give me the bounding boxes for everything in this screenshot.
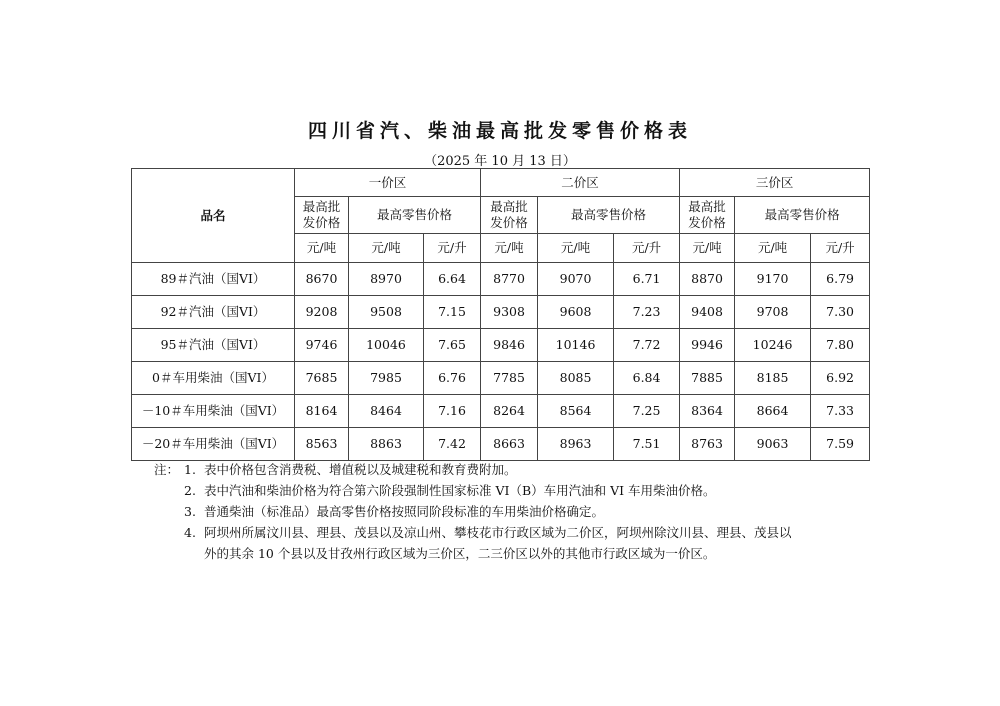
price-cell: 7.30 <box>811 296 870 329</box>
price-cell: 9946 <box>680 329 735 362</box>
price-cell: 6.71 <box>614 263 680 296</box>
price-cell: 9846 <box>481 329 538 362</box>
price-cell: 6.92 <box>811 362 870 395</box>
retail-header: 最高零售价格 <box>538 197 680 234</box>
note-number: 2. <box>184 483 196 498</box>
page-title: 四川省汽、柴油最高批发零售价格表 <box>307 120 692 142</box>
zone-header-3: 三价区 <box>680 169 870 197</box>
price-cell: 9208 <box>295 296 349 329</box>
note-text: 表中汽油和柴油价格为符合第六阶段强制性国家标准 VI（B）车用汽油和 VI 车用柴油价格。 <box>204 483 716 498</box>
price-cell: 10246 <box>735 329 811 362</box>
unit-ton: 元/吨 <box>349 234 424 263</box>
product-name: 95＃汽油（国VI） <box>132 329 295 362</box>
price-cell: 7.23 <box>614 296 680 329</box>
price-cell: 8564 <box>538 395 614 428</box>
price-cell: 8563 <box>295 428 349 461</box>
price-cell: 7.51 <box>614 428 680 461</box>
price-cell: 8085 <box>538 362 614 395</box>
table-row <box>132 362 870 395</box>
price-cell: 8664 <box>735 395 811 428</box>
date-line: （2025 年 10 月 13 日） <box>424 154 576 169</box>
table-row <box>132 296 870 329</box>
price-cell: 9746 <box>295 329 349 362</box>
unit-liter: 元/升 <box>614 234 680 263</box>
price-cell: 9170 <box>735 263 811 296</box>
price-cell: 7.15 <box>424 296 481 329</box>
note-item <box>154 522 874 543</box>
retail-header: 最高零售价格 <box>349 197 481 234</box>
price-cell: 7785 <box>481 362 538 395</box>
price-cell: 8770 <box>481 263 538 296</box>
price-cell: 8264 <box>481 395 538 428</box>
price-cell: 7.59 <box>811 428 870 461</box>
note-item <box>154 501 874 522</box>
product-header: 品名 <box>132 169 295 263</box>
unit-ton: 元/吨 <box>538 234 614 263</box>
price-cell: 7.42 <box>424 428 481 461</box>
note-number: 4. <box>184 525 196 540</box>
price-cell: 6.76 <box>424 362 481 395</box>
note-prefix: 注： <box>154 462 180 477</box>
price-cell: 8670 <box>295 263 349 296</box>
product-name: 92＃汽油（国VI） <box>132 296 295 329</box>
price-cell: 8663 <box>481 428 538 461</box>
product-name: －20＃车用柴油（国VI） <box>132 428 295 461</box>
price-cell: 6.79 <box>811 263 870 296</box>
note-text: 阿坝州所属汶川县、理县、茂县以及凉山州、攀枝花市行政区域为二价区，阿坝州除汶川县、理县、茂县以 <box>204 525 792 540</box>
unit-ton: 元/吨 <box>295 234 349 263</box>
product-name: 89＃汽油（国VI） <box>132 263 295 296</box>
unit-liter: 元/升 <box>424 234 481 263</box>
price-cell: 10146 <box>538 329 614 362</box>
zone-header-2: 二价区 <box>481 169 680 197</box>
price-cell: 9708 <box>735 296 811 329</box>
price-cell: 7885 <box>680 362 735 395</box>
wholesale-header: 最高批 发价格 <box>295 197 349 234</box>
price-cell: 9070 <box>538 263 614 296</box>
price-cell: 8185 <box>735 362 811 395</box>
price-cell: 7.72 <box>614 329 680 362</box>
retail-header: 最高零售价格 <box>735 197 870 234</box>
notes <box>154 459 874 564</box>
price-cell: 8464 <box>349 395 424 428</box>
price-cell: 6.84 <box>614 362 680 395</box>
price-cell: 9608 <box>538 296 614 329</box>
price-cell: 10046 <box>349 329 424 362</box>
wholesale-header: 最高批 发价格 <box>680 197 735 234</box>
note-text: 外的其余 10 个县以及甘孜州行政区域为三价区，二三价区以外的其他市行政区域为一价区。 <box>204 546 716 561</box>
price-cell: 8763 <box>680 428 735 461</box>
price-cell: 9508 <box>349 296 424 329</box>
price-cell: 6.64 <box>424 263 481 296</box>
table-row <box>132 428 870 461</box>
price-cell: 9308 <box>481 296 538 329</box>
price-cell: 8364 <box>680 395 735 428</box>
note-number: 1. <box>184 462 196 477</box>
table-row <box>132 395 870 428</box>
table-row <box>132 263 870 296</box>
price-cell: 8970 <box>349 263 424 296</box>
price-cell: 7.80 <box>811 329 870 362</box>
price-cell: 7.16 <box>424 395 481 428</box>
price-cell: 9063 <box>735 428 811 461</box>
note-item <box>154 459 874 480</box>
note-text: 普通柴油（标准品）最高零售价格按照同阶段标准的车用柴油价格确定。 <box>204 504 605 519</box>
unit-ton: 元/吨 <box>680 234 735 263</box>
price-cell: 7685 <box>295 362 349 395</box>
price-cell: 7.33 <box>811 395 870 428</box>
price-cell: 7.25 <box>614 395 680 428</box>
price-cell: 7.65 <box>424 329 481 362</box>
price-cell: 8863 <box>349 428 424 461</box>
price-cell: 9408 <box>680 296 735 329</box>
product-name: －10＃车用柴油（国VI） <box>132 395 295 428</box>
table-row <box>132 329 870 362</box>
product-name: 0＃车用柴油（国VI） <box>132 362 295 395</box>
price-cell: 8164 <box>295 395 349 428</box>
price-cell: 8963 <box>538 428 614 461</box>
note-number: 3. <box>184 504 196 519</box>
note-item <box>154 480 874 501</box>
price-cell: 7985 <box>349 362 424 395</box>
price-cell: 8870 <box>680 263 735 296</box>
unit-ton: 元/吨 <box>481 234 538 263</box>
zone-header-1: 一价区 <box>295 169 481 197</box>
unit-liter: 元/升 <box>811 234 870 263</box>
note-text: 表中价格包含消费税、增值税以及城建税和教育费附加。 <box>204 462 517 477</box>
unit-ton: 元/吨 <box>735 234 811 263</box>
note-item-continuation <box>154 543 874 564</box>
wholesale-header: 最高批 发价格 <box>481 197 538 234</box>
price-table <box>131 168 870 461</box>
